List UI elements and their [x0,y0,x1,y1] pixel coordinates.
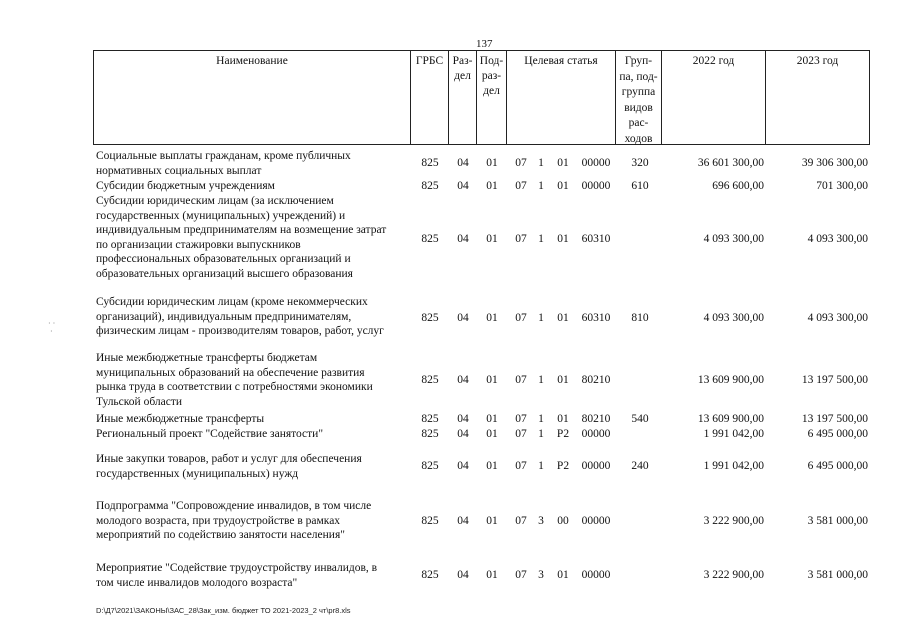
cell-2023: 4 093 300,00 [807,312,868,324]
table-row [0,149,905,179]
cell-2022: 13 609 900,00 [697,413,764,425]
header-razdel: Раз- дел [449,50,477,145]
cell-target-2: 1 [538,180,544,192]
cell-target-4: 00000 [581,515,611,527]
row-name-line: образовательных организаций высшего образования [96,267,353,280]
row-name-line: Региональный проект "Содействие занятости" [96,428,324,440]
cell-target-1: 07 [515,460,527,472]
cell-razdel: 04 [457,233,469,245]
cell-target-3: 01 [557,413,569,425]
cell-target-3: 01 [557,233,569,245]
cell-razdel: 04 [457,180,469,192]
cell-razdel: 04 [457,312,469,324]
cell-2022: 1 991 042,00 [703,460,764,472]
row-name-line: Иные закупки товаров, работ и услуг для обеспечения [96,453,362,465]
cell-target-2: 3 [538,569,544,581]
cell-grbs: 825 [421,515,439,527]
cell-target-3: P2 [556,460,570,472]
cell-expense-type: 240 [631,460,649,472]
page-number: 137 [476,38,493,50]
header-expense-group: Груп- па, под- группа видов рас- ходов [616,50,662,145]
cell-target-2: 1 [538,428,544,440]
cell-razdel: 04 [457,157,469,169]
cell-2022: 696 600,00 [712,180,764,192]
header-grbs: ГРБС [411,50,449,145]
cell-target-2: 1 [538,312,544,324]
cell-2023: 39 306 300,00 [801,157,868,169]
table-row [0,412,905,427]
row-name-line: том числе инвалидов молодого возраста" [96,576,298,589]
table-row [0,351,905,411]
cell-target-2: 3 [538,515,544,527]
cell-target-1: 07 [515,233,527,245]
table-row [0,295,905,340]
cell-target-2: 1 [538,233,544,245]
row-name-line: нормативных социальных выплат [96,164,262,177]
cell-target-1: 07 [515,374,527,386]
cell-razdel: 04 [457,413,469,425]
cell-expense-type: 320 [631,157,649,169]
cell-2022: 3 222 900,00 [703,515,764,527]
row-name-line: государственных (муниципальных) учреждений) и [96,209,346,222]
cell-podrazdel: 01 [486,515,498,527]
cell-2023: 701 300,00 [816,180,868,192]
row-name-line: Субсидии юридическим лицам (кроме некоммерческих [96,296,368,308]
table-row [0,194,905,284]
row-name-line: по организации стажировки выпускников [96,238,301,251]
cell-target-4: 80210 [581,374,611,386]
header-name: Наименование [93,50,411,145]
cell-target-4: 00000 [581,460,611,472]
header-2023: 2023 год [766,50,870,145]
cell-target-4: 80210 [581,413,611,425]
cell-target-1: 07 [515,515,527,527]
cell-target-1: 07 [515,569,527,581]
row-name-line: муниципальных образований на обеспечение развития [96,366,365,379]
row-name-line: Иные межбюджетные трансферты [96,413,265,425]
cell-razdel: 04 [457,569,469,581]
cell-target-3: 01 [557,374,569,386]
cell-podrazdel: 01 [486,428,498,440]
cell-target-3: 01 [557,180,569,192]
cell-2023: 13 197 500,00 [801,413,868,425]
cell-grbs: 825 [421,157,439,169]
cell-target-4: 00000 [581,180,611,192]
cell-target-1: 07 [515,180,527,192]
cell-2023: 3 581 000,00 [807,515,868,527]
cell-target-2: 1 [538,157,544,169]
cell-target-3: 01 [557,312,569,324]
row-name-line: физическим лицам - производителям товаров, работ, услуг [96,325,384,338]
cell-expense-type: 540 [631,413,649,425]
cell-2023: 13 197 500,00 [801,374,868,386]
file-path-footer: D:\Д7\2021\ЗАКОНЫ\ЗАС_28\Зак_изм. бюджет ТО 2021-2023_2 чт\pr8.xls [96,606,351,615]
row-name-line: рынка труда в соответствии с потребностями экономики [96,381,373,394]
cell-grbs: 825 [421,413,439,425]
row-name-line: организаций), индивидуальным предпринимателям, [96,310,352,323]
cell-grbs: 825 [421,374,439,386]
cell-2022: 13 609 900,00 [697,374,764,386]
cell-target-3: 01 [557,569,569,581]
cell-target-4: 60310 [581,233,611,245]
cell-podrazdel: 01 [486,569,498,581]
cell-target-2: 1 [538,460,544,472]
cell-2023: 4 093 300,00 [807,233,868,245]
row-name-line: мероприятий по содействию занятости населения" [96,529,345,542]
table-row [0,452,905,482]
table-row [0,561,905,591]
cell-expense-type: 810 [631,312,649,324]
row-name-line: профессиональных образовательных организаций и [96,253,351,266]
row-name-line: Иные межбюджетные трансферты бюджетам [96,352,318,364]
cell-2023: 3 581 000,00 [807,569,868,581]
cell-razdel: 04 [457,428,469,440]
cell-grbs: 825 [421,428,439,440]
cell-2022: 3 222 900,00 [703,569,764,581]
row-name-line: Социальные выплаты гражданам, кроме публичных [96,150,351,162]
cell-target-4: 00000 [581,157,611,169]
cell-target-4: 00000 [581,569,611,581]
table-row [0,427,905,442]
cell-expense-type: 610 [631,180,649,192]
cell-podrazdel: 01 [486,312,498,324]
row-name-line: Тульской области [96,395,183,408]
cell-razdel: 04 [457,515,469,527]
cell-podrazdel: 01 [486,413,498,425]
table-row [0,499,905,544]
cell-2022: 4 093 300,00 [703,312,764,324]
cell-razdel: 04 [457,374,469,386]
cell-2022: 36 601 300,00 [697,157,764,169]
cell-podrazdel: 01 [486,157,498,169]
cell-grbs: 825 [421,312,439,324]
cell-grbs: 825 [421,460,439,472]
row-name-line: государственных (муниципальных) нужд [96,467,299,480]
cell-grbs: 825 [421,569,439,581]
cell-target-3: 00 [557,515,569,527]
cell-target-3: P2 [556,428,570,440]
cell-podrazdel: 01 [486,374,498,386]
cell-target-4: 60310 [581,312,611,324]
row-name-line: Мероприятие "Содействие трудоустройству инвалидов, в [96,562,378,574]
row-name-line: молодого возраста, при трудоустройстве в рамках [96,514,341,527]
cell-2023: 6 495 000,00 [807,460,868,472]
cell-target-1: 07 [515,413,527,425]
header-podrazdel: Под- раз- дел [477,50,507,145]
cell-target-1: 07 [515,157,527,169]
cell-podrazdel: 01 [486,180,498,192]
cell-target-1: 07 [515,428,527,440]
row-name-line: индивидуальным предпринимателям на возмещение затрат [96,224,387,237]
table-row [0,179,905,194]
cell-podrazdel: 01 [486,233,498,245]
cell-target-1: 07 [515,312,527,324]
header-target-article: Целевая статья [507,50,616,145]
cell-grbs: 825 [421,233,439,245]
cell-razdel: 04 [457,460,469,472]
row-name-line: Субсидии юридическим лицам (за исключением [96,195,334,207]
cell-target-4: 00000 [581,428,611,440]
cell-2023: 6 495 000,00 [807,428,868,440]
cell-2022: 4 093 300,00 [703,233,764,245]
cell-grbs: 825 [421,180,439,192]
header-2022: 2022 год [662,50,766,145]
cell-2022: 1 991 042,00 [703,428,764,440]
cell-podrazdel: 01 [486,460,498,472]
row-name-line: Подпрограмма "Сопровождение инвалидов, в том числе [96,500,372,512]
cell-target-3: 01 [557,157,569,169]
cell-target-2: 1 [538,374,544,386]
cell-target-2: 1 [538,413,544,425]
scan-specks: · · · [48,319,56,336]
row-name-line: Субсидии бюджетным учреждениям [96,180,275,192]
